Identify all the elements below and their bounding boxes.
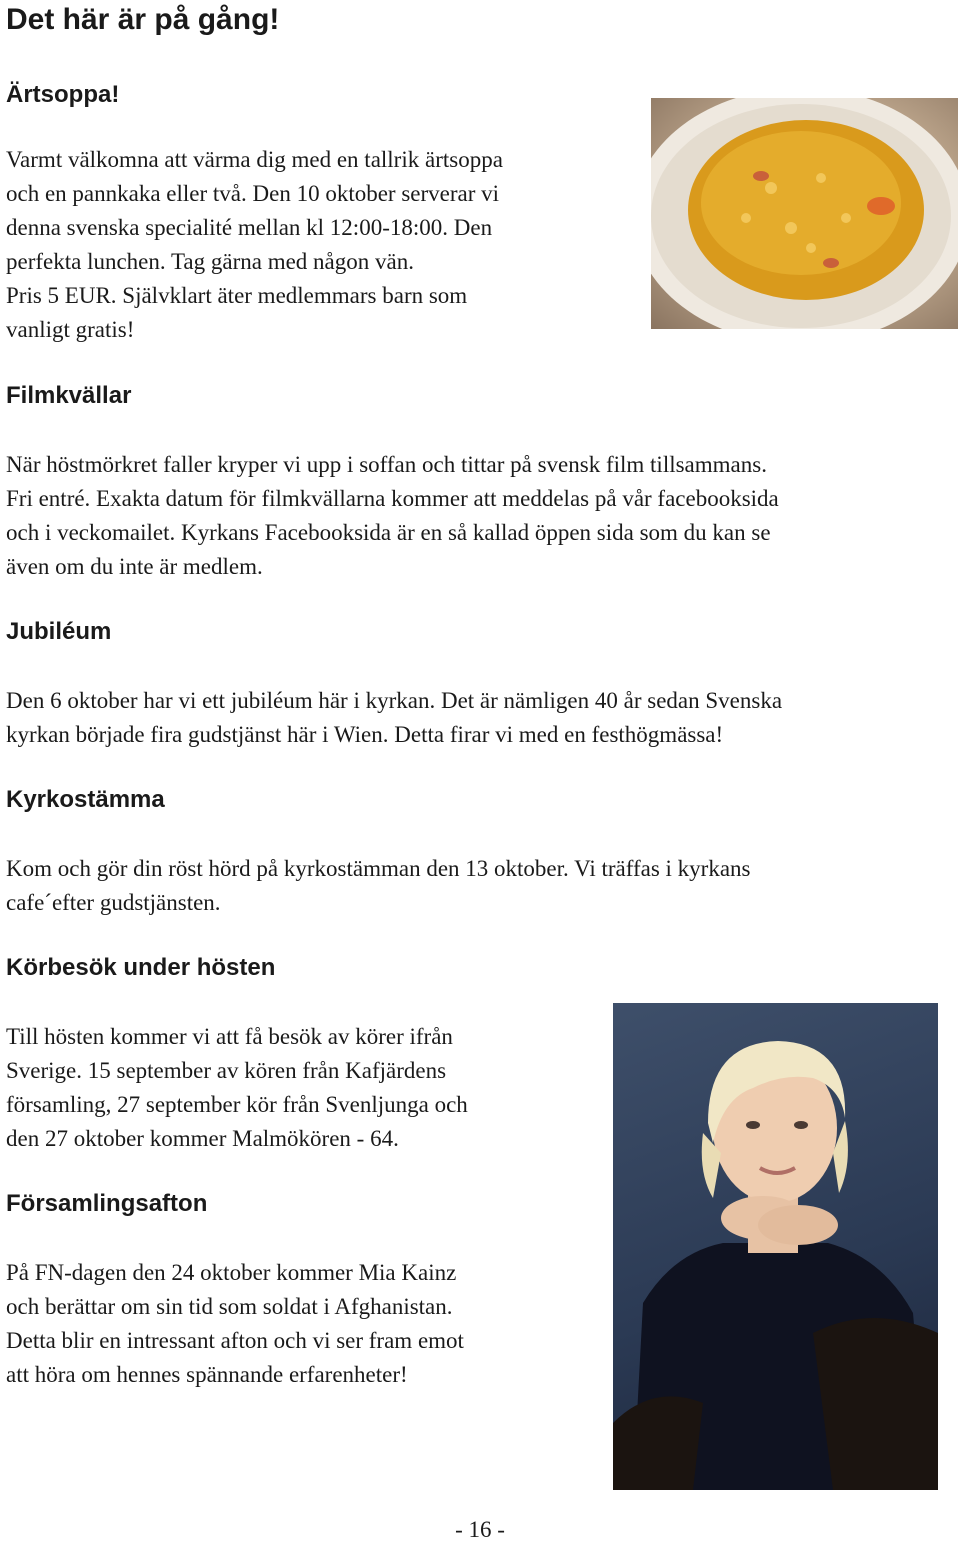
section-heading-artsoppa: Ärtsoppa! — [6, 81, 120, 108]
body-line: den 27 oktober kommer Malmökören - 64. — [6, 1126, 399, 1151]
pea-soup-photo — [651, 98, 958, 329]
body-line: Fri entré. Exakta datum för filmkvällarna kommer att meddelas på vår facebooksida — [6, 486, 779, 511]
section-heading-korbesok: Körbesök under hösten — [6, 954, 276, 981]
body-line: även om du inte är medlem. — [6, 554, 263, 579]
body-line: församling, 27 september kör från Svenljunga och — [6, 1092, 468, 1117]
body-line: Varmt välkomna att värma dig med en tallrik ärtsoppa — [6, 147, 503, 172]
body-line: På FN-dagen den 24 oktober kommer Mia Kainz — [6, 1260, 457, 1285]
page-number: - 16 - — [455, 1517, 505, 1542]
section-body-kyrkostamma — [6, 852, 751, 920]
body-line: cafe´efter gudstjänsten. — [6, 890, 221, 915]
section-body-forsamlingsafton — [6, 1256, 464, 1392]
section-heading-jubileum: Jubiléum — [6, 618, 112, 645]
body-line: Till hösten kommer vi att få besök av körer ifrån — [6, 1024, 453, 1049]
section-heading-filmkvallar: Filmkvällar — [6, 382, 132, 409]
body-line: Detta blir en intressant afton och vi ser fram emot — [6, 1328, 464, 1353]
body-line: och berättar om sin tid som soldat i Afghanistan. — [6, 1294, 453, 1319]
body-line: Pris 5 EUR. Självklart äter medlemmars barn som — [6, 283, 468, 308]
body-line: att höra om hennes spännande erfarenheter! — [6, 1362, 408, 1387]
portrait-illustration — [613, 1003, 938, 1490]
body-line: vanligt gratis! — [6, 317, 135, 342]
body-line: denna svenska specialité mellan kl 12:00-18:00. Den — [6, 215, 493, 240]
section-body-filmkvallar — [6, 448, 779, 584]
portrait-photo — [613, 1003, 938, 1490]
section-body-artsoppa — [6, 143, 503, 347]
body-line: perfekta lunchen. Tag gärna med någon vän. — [6, 249, 414, 274]
body-line: och en pannkaka eller två. Den 10 oktober serverar vi — [6, 181, 500, 206]
section-heading-kyrkostamma: Kyrkostämma — [6, 786, 165, 813]
body-line: och i veckomailet. Kyrkans Facebooksida är en så kallad öppen sida som du kan se — [6, 520, 771, 545]
section-heading-forsamlingsafton: Församlingsafton — [6, 1190, 208, 1217]
body-line: När höstmörkret faller kryper vi upp i soffan och tittar på svensk film tillsammans. — [6, 452, 767, 477]
body-line: Sverige. 15 september av kören från Kafjärdens — [6, 1058, 447, 1083]
body-line: kyrkan började fira gudstjänst här i Wien. Detta firar vi med en festhögmässa! — [6, 722, 724, 747]
page-title: Det här är på gång! — [6, 3, 280, 36]
section-body-korbesok — [6, 1020, 468, 1156]
body-line: Kom och gör din röst hörd på kyrkostämman den 13 oktober. Vi träffas i kyrkans — [6, 856, 751, 881]
body-line: Den 6 oktober har vi ett jubiléum här i kyrkan. Det är nämligen 40 år sedan Svenska — [6, 688, 783, 713]
pea-soup-illustration — [651, 98, 958, 329]
section-body-jubileum — [6, 684, 782, 752]
